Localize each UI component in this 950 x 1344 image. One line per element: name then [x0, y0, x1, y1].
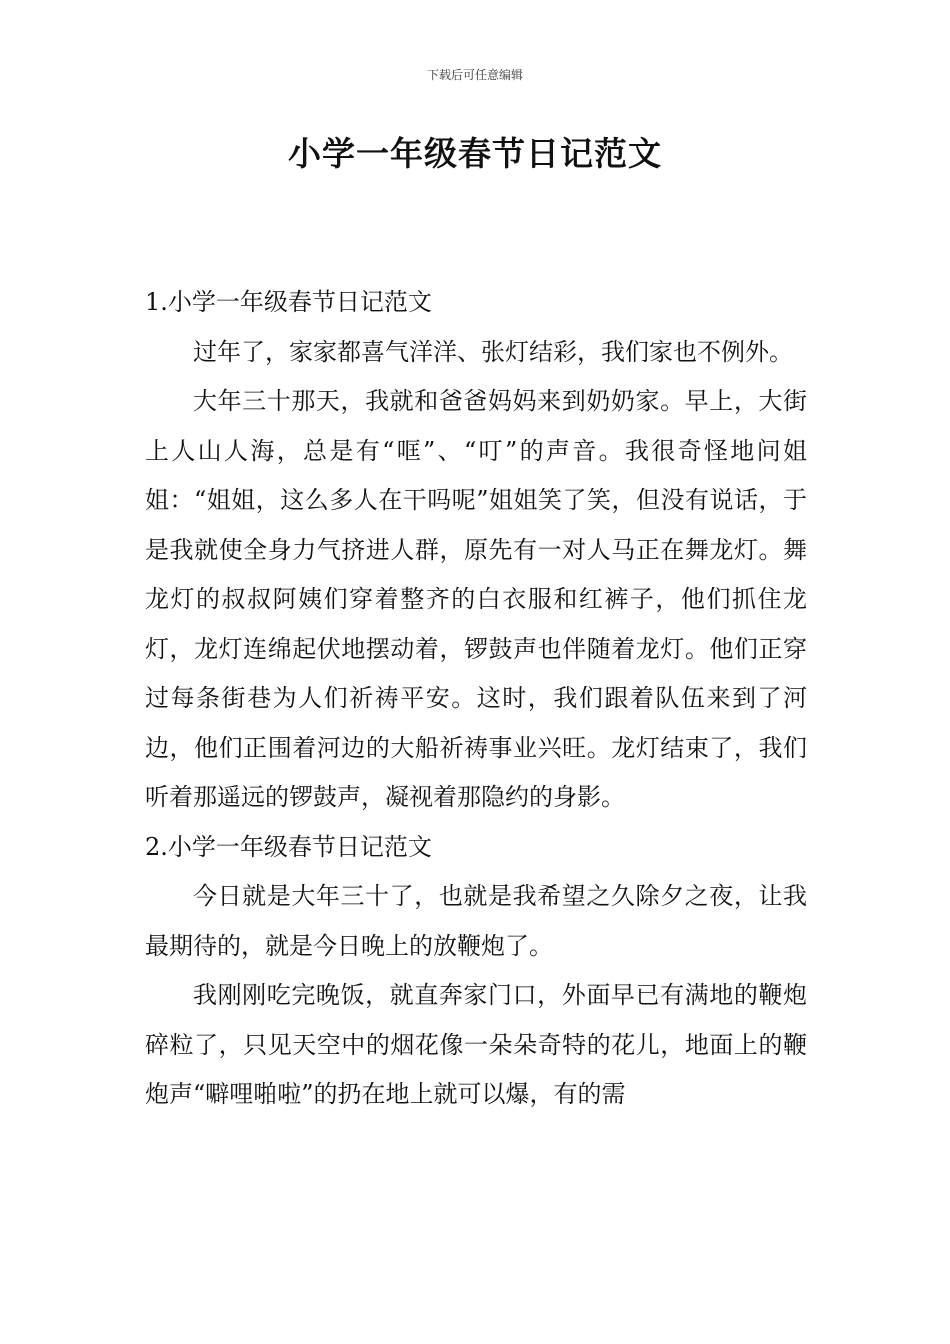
section-heading: 1.小学一年级春节日记范文 [145, 288, 432, 316]
paragraph: 今日就是大年三十了，也就是我希望之久除夕之夜，让我最期待的，就是今日晚上的放鞭炮了。 [145, 882, 807, 960]
page-title: 小学一年级春节日记范文 [288, 134, 662, 173]
section-heading: 2.小学一年级春节日记范文 [145, 832, 432, 861]
paragraph: 我刚刚吃完晚饭，就直奔家门口，外面早已有满地的鞭炮碎粒了，只见天空中的烟花像一朵朵奇特的花儿，地面上的鞭炮声“噼哩啪啦”的扔在地上就可以爆，有的需 [145, 981, 807, 1108]
header-note: 下载后可任意编辑 [426, 68, 523, 82]
section-1 [145, 278, 807, 823]
paragraph: 大年三十那天，我就和爸爸妈妈来到奶奶家。早上，大街上人山人海，总是有“哐”、“叮”的声音。我很奇怪地问姐姐：“姐姐，这么多人在干吗呢”姐姐笑了笑，但没有说话，于是我就使全身力气挤进人群，原先有一对人马正在舞龙灯。舞龙灯的叔叔阿姨们穿着整齐的白衣服和红裤子，他们抓住龙灯，龙灯连绵起伏地摆动着，锣鼓声也伴随着龙灯。他们正穿过每条街巷为人们祈祷平安。这时，我们跟着队伍来到了河边，他们正围着河边的大船祈祷事业兴旺。龙灯结束了，我们听着那遥远的锣鼓声，凝视着那隐约的身影。 [145, 387, 807, 811]
paragraph: 过年了，家家都喜气洋洋、张灯结彩，我们家也不例外。 [193, 337, 793, 366]
section-2 [145, 823, 807, 1120]
document-body [145, 278, 807, 1120]
